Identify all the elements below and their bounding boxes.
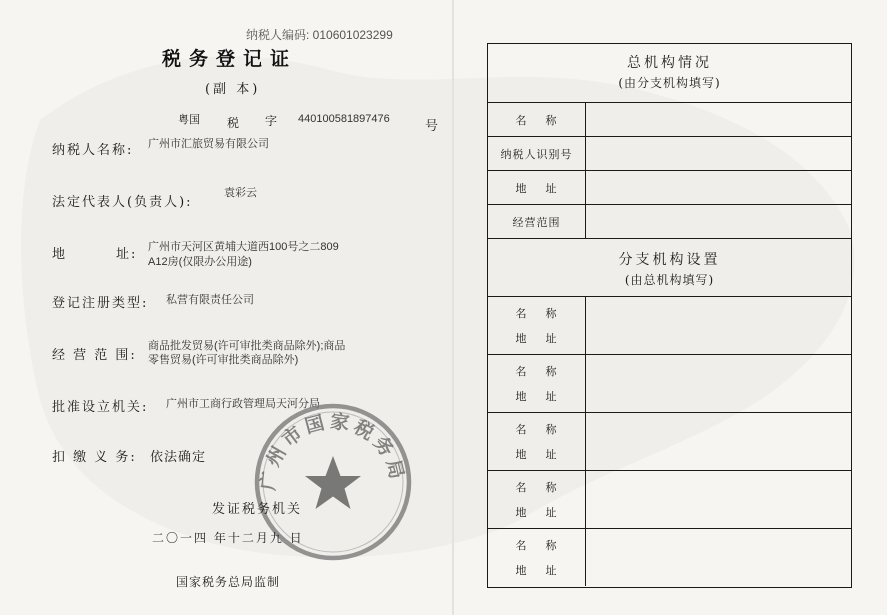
certificate-subtitle: (副 本)	[205, 82, 261, 97]
branch-4-name-label: 名 称	[515, 481, 558, 495]
business-scope-label: 经 营 范 围:	[52, 348, 137, 363]
taxpayer-name-value: 广州市汇旅贸易有限公司	[148, 138, 269, 150]
branch-row-2	[488, 354, 851, 412]
address-value-line2: A12房(仅限办公用途)	[148, 256, 252, 268]
branch-info-table	[487, 43, 852, 588]
approval-authority-value: 广州市工商行政管理局天河分局	[166, 398, 320, 410]
seal-star-icon	[305, 456, 361, 509]
cert-prefix: 粤国	[178, 113, 200, 126]
seal-text: 广州市国家税务局	[257, 410, 409, 492]
branch-1-address-label: 地 址	[515, 331, 558, 345]
hq-section-subtitle: (由分支机构填写)	[618, 76, 721, 90]
branch-row-4	[488, 470, 851, 528]
issuing-authority: 发证税务机关	[212, 502, 303, 517]
branch-5-address-label: 地 址	[515, 563, 558, 577]
supervisor-note: 国家税务总局监制	[176, 575, 281, 589]
hq-name-label: 名 称	[488, 103, 586, 136]
hq-section-title: 总机构情况	[627, 55, 712, 71]
hq-scope-label: 经营范围	[488, 205, 586, 238]
branch-3-address-label: 地 址	[515, 447, 558, 461]
withholding-value: 依法确定	[150, 450, 207, 465]
address-label: 地 址:	[52, 247, 138, 262]
hq-tax-id-label: 纳税人识别号	[488, 137, 586, 170]
taxpayer-code: 纳税人编码: 010601023299	[246, 28, 393, 42]
hq-row-tax-id	[488, 136, 851, 170]
taxpayer-name-label: 纳税人名称:	[52, 143, 134, 158]
cert-word-tax: 税	[227, 116, 240, 130]
center-fold	[452, 0, 454, 615]
branch-1-name-label: 名 称	[515, 307, 558, 321]
hq-address-label: 地 址	[488, 171, 586, 204]
branch-section-title: 分支机构设置	[618, 252, 721, 268]
business-scope-line1: 商品批发贸易(许可审批类商品除外);商品	[148, 340, 346, 352]
branch-row-5	[488, 528, 851, 586]
cert-number: 440100581897476	[298, 113, 390, 125]
approval-authority-label: 批准设立机关:	[52, 400, 149, 415]
branch-2-address-label: 地 址	[515, 389, 558, 403]
branch-section-header	[488, 238, 851, 296]
business-scope-line2: 零售贸易(许可审批类商品除外)	[148, 354, 299, 366]
certificate-title: 税务登记证	[162, 48, 298, 70]
hq-row-scope	[488, 204, 851, 238]
address-value-line1: 广州市天河区黄埔大道西100号之二809	[148, 241, 339, 253]
withholding-label: 扣 缴 义 务:	[52, 450, 137, 465]
branch-2-name-label: 名 称	[515, 365, 558, 379]
branch-5-name-label: 名 称	[515, 539, 558, 553]
legal-rep-value: 袁彩云	[224, 187, 257, 199]
branch-4-address-label: 地 址	[515, 505, 558, 519]
hq-row-address	[488, 170, 851, 204]
reg-type-value: 私营有限责任公司	[166, 294, 254, 306]
reg-type-label: 登记注册类型:	[52, 296, 149, 311]
issue-date: 二〇一四 年十二月九 日	[152, 531, 304, 545]
branch-row-1	[488, 296, 851, 354]
hq-row-name	[488, 102, 851, 136]
branch-row-3	[488, 412, 851, 470]
cert-suffix: 号	[425, 119, 439, 134]
legal-rep-label: 法定代表人(负责人):	[52, 195, 193, 210]
branch-3-name-label: 名 称	[515, 423, 558, 437]
branch-section-subtitle: (由总机构填写)	[624, 273, 715, 287]
cert-word-zi: 字	[265, 114, 278, 128]
